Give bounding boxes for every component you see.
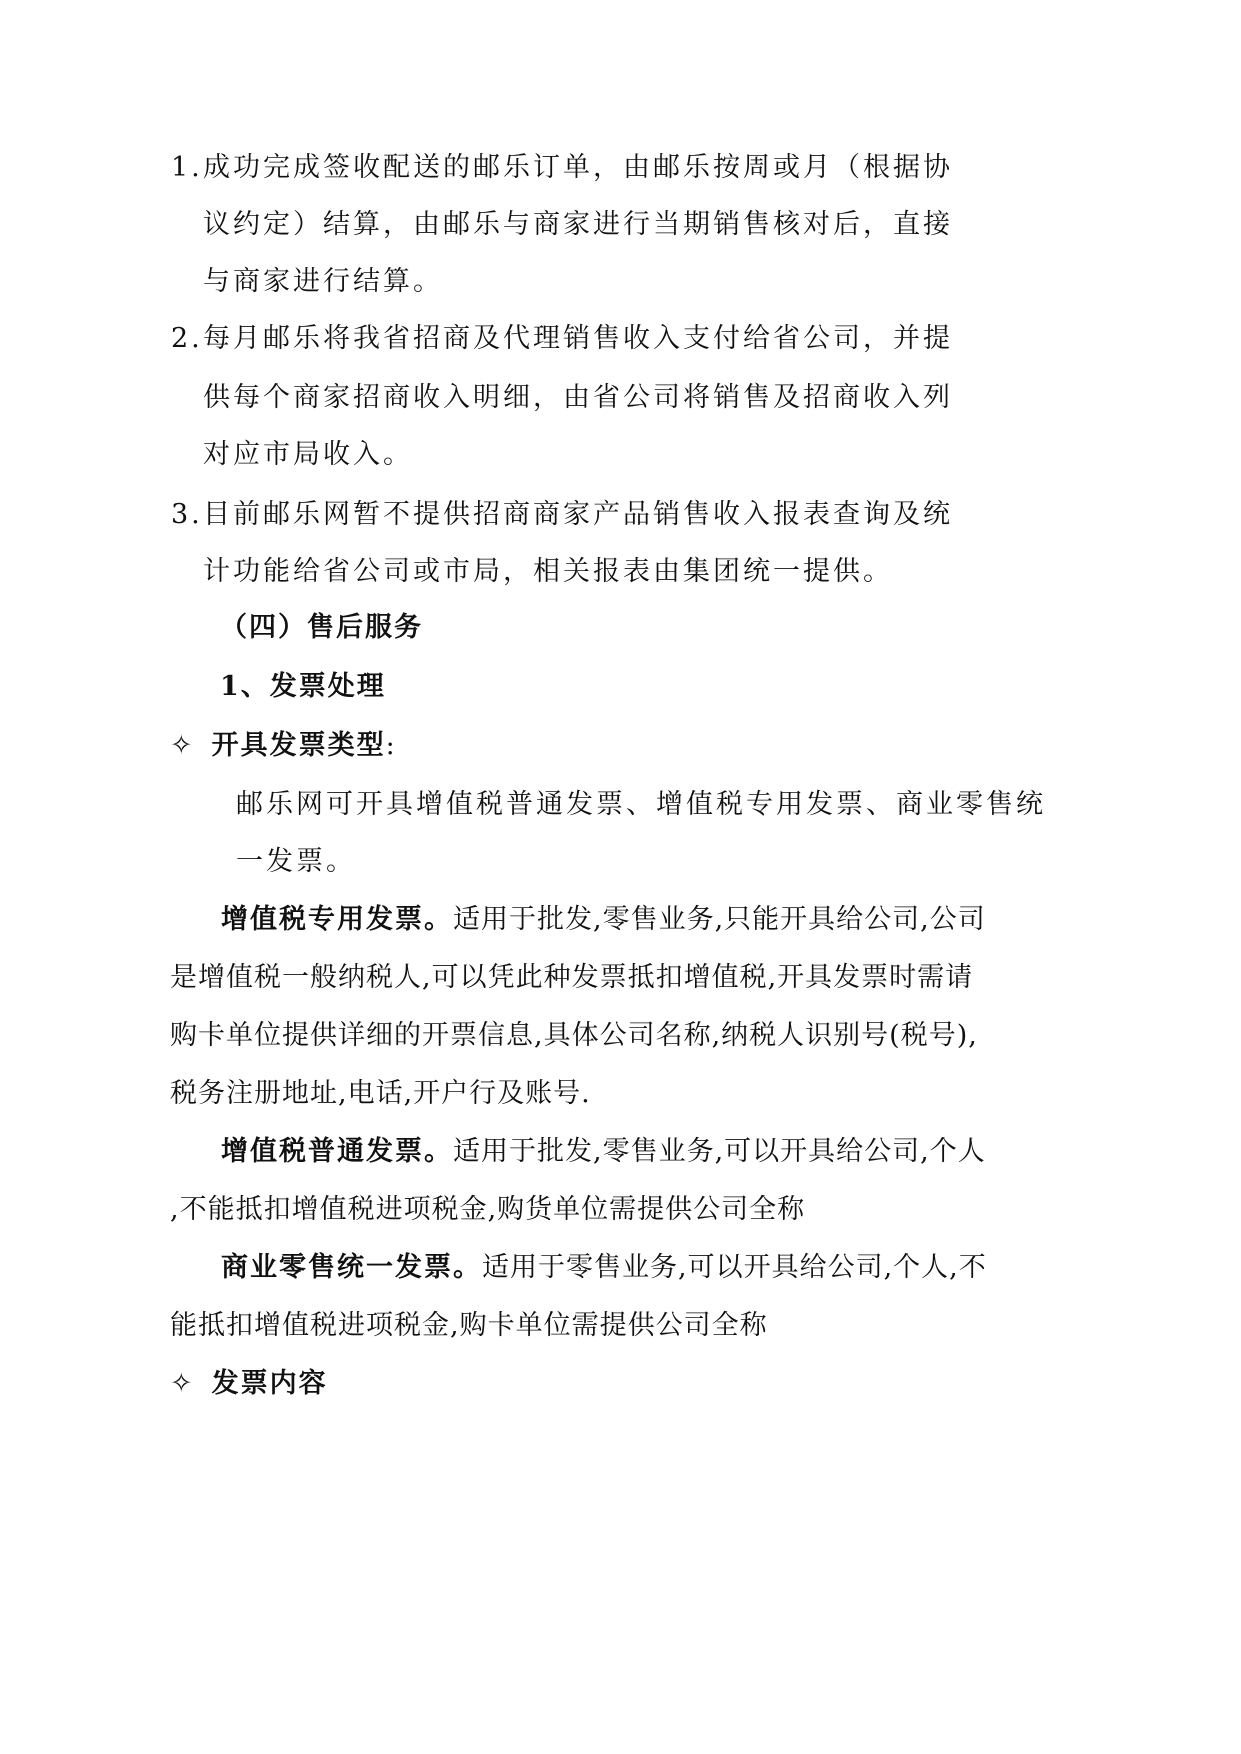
paragraph-line: 适用于零售业务,可以开具给公司,个人,不 — [482, 1252, 987, 1283]
invoice-content-title: 发票内容 — [211, 1368, 328, 1399]
section-heading: （四）售后服务 — [220, 612, 423, 643]
list-item-line: 计功能给省公司或市局，相关报表由集团统一提供。 — [203, 556, 893, 587]
list-item-line: 与商家进行结算。 — [203, 266, 443, 297]
paragraph-line: 适用于批发,零售业务,只能开具给公司,公司 — [453, 904, 986, 935]
list-item-line: 对应市局收入。 — [203, 439, 413, 470]
vat-special-term: 增值税专用发票。 — [221, 904, 453, 935]
list-item-line: 供每个商家招商收入明细，由省公司将销售及招商收入列 — [203, 382, 953, 413]
list-number: 1. — [171, 152, 203, 183]
paragraph-line: 能抵扣增值税进项税金,购卡单位需提供公司全称 — [170, 1310, 768, 1341]
paragraph-line: 是增值税一般纳税人,可以凭此种发票抵扣增值税,开具发票时需请 — [170, 962, 974, 993]
invoice-content-bullet — [170, 1370, 328, 1397]
list-item-line: 议约定）结算，由邮乐与商家进行当期销售核对后，直接 — [203, 209, 953, 240]
subsection-heading: 1、发票处理 — [220, 671, 386, 702]
retail-unified-term: 商业零售统一发票。 — [221, 1252, 482, 1283]
invoice-types-bullet — [170, 732, 398, 759]
list-item-line: 成功完成签收配送的邮乐订单，由邮乐按周或月（根据协 — [203, 152, 953, 183]
invoice-types-colon: : — [385, 730, 398, 761]
list-item-line: 每月邮乐将我省招商及代理销售收入支付给省公司，并提 — [203, 323, 953, 354]
list-number: 3. — [171, 499, 203, 530]
vat-general-term: 增值税普通发票。 — [221, 1136, 453, 1167]
invoice-types-intro-line: 邮乐网可开具增值税普通发票、增值税专用发票、商业零售统 — [236, 789, 1046, 820]
sparkle-bullet-icon: ✧ — [170, 730, 196, 761]
invoice-types-intro-line: 一发票。 — [236, 846, 356, 877]
paragraph-line: ,不能抵扣增值税进项税金,购货单位需提供公司全称 — [170, 1194, 806, 1225]
sparkle-bullet-icon: ✧ — [170, 1368, 196, 1399]
paragraph-line: 税务注册地址,电话,开户行及账号. — [170, 1078, 591, 1109]
list-item-line: 目前邮乐网暂不提供招商商家产品销售收入报表查询及统 — [203, 499, 953, 530]
invoice-types-title: 开具发票类型 — [211, 730, 386, 761]
paragraph-line: 购卡单位提供详细的开票信息,具体公司名称,纳税人识别号(税号), — [170, 1020, 978, 1051]
list-number: 2. — [171, 323, 203, 354]
paragraph-line: 适用于批发,零售业务,可以开具给公司,个人 — [453, 1136, 986, 1167]
